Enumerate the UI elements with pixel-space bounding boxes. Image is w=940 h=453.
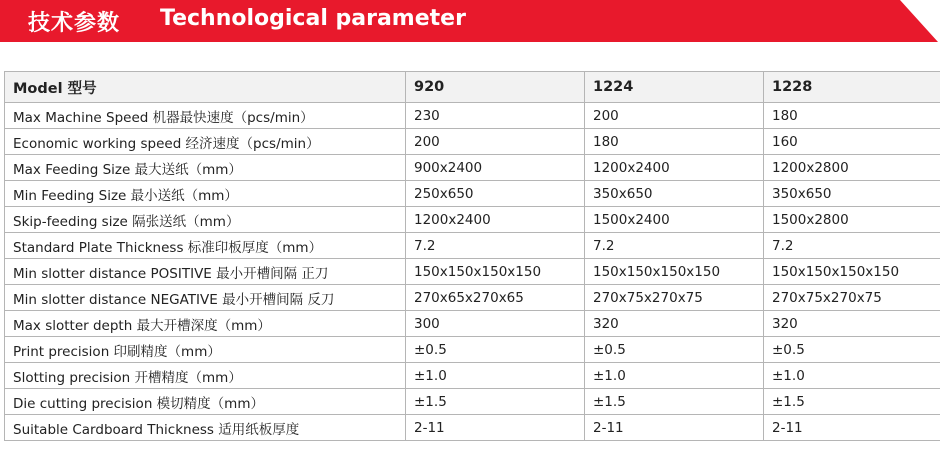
- table-row: [5, 337, 940, 363]
- parameter-name-cell: Min Feeding Size 最小送纸（mm）: [5, 181, 406, 207]
- parameter-value-cell: 2-11: [585, 415, 764, 441]
- table-header-row: [5, 72, 940, 103]
- parameter-value-cell: 320: [585, 311, 764, 337]
- parameter-value-cell: 2-11: [764, 415, 940, 441]
- parameter-value-cell: 270x75x270x75: [585, 285, 764, 311]
- parameter-value-cell: 250x650: [406, 181, 585, 207]
- parameter-value-cell: 230: [406, 103, 585, 129]
- parameter-value-cell: ±1.5: [406, 389, 585, 415]
- parameter-value-cell: 2-11: [406, 415, 585, 441]
- parameter-value-cell: 270x65x270x65: [406, 285, 585, 311]
- table-row: [5, 311, 940, 337]
- parameter-value-cell: ±1.0: [406, 363, 585, 389]
- table-row: [5, 363, 940, 389]
- parameter-value-cell: 1500x2400: [585, 207, 764, 233]
- parameter-value-cell: 150x150x150x150: [406, 259, 585, 285]
- parameter-name-cell: Economic working speed 经济速度（pcs/min）: [5, 129, 406, 155]
- table-row: [5, 259, 940, 285]
- parameter-value-cell: 300: [406, 311, 585, 337]
- parameter-value-cell: ±0.5: [585, 337, 764, 363]
- parameter-value-cell: 7.2: [764, 233, 940, 259]
- parameter-value-cell: 1200x2800: [764, 155, 940, 181]
- parameter-value-cell: 350x650: [764, 181, 940, 207]
- parameter-name-cell: Max Machine Speed 机器最快速度（pcs/min）: [5, 103, 406, 129]
- parameter-name-cell: Standard Plate Thickness 标准印板厚度（mm）: [5, 233, 406, 259]
- table-row: [5, 129, 940, 155]
- header-cell-1228: 1228: [764, 72, 940, 103]
- parameter-name-cell: Min slotter distance NEGATIVE 最小开槽间隔 反刀: [5, 285, 406, 311]
- parameter-value-cell: ±1.0: [585, 363, 764, 389]
- parameter-name-cell: Slotting precision 开槽精度（mm）: [5, 363, 406, 389]
- banner-title-en: Technological parameter: [160, 6, 466, 31]
- parameter-name-cell: Suitable Cardboard Thickness 适用纸板厚度: [5, 415, 406, 441]
- header-cell-920: 920: [406, 72, 585, 103]
- parameter-value-cell: 350x650: [585, 181, 764, 207]
- parameter-value-cell: 7.2: [585, 233, 764, 259]
- parameter-value-cell: 180: [764, 103, 940, 129]
- parameter-name-cell: Min slotter distance POSITIVE 最小开槽间隔 正刀: [5, 259, 406, 285]
- parameter-value-cell: 1200x2400: [406, 207, 585, 233]
- parameter-value-cell: 320: [764, 311, 940, 337]
- parameter-name-cell: Die cutting precision 模切精度（mm）: [5, 389, 406, 415]
- table-row: [5, 103, 940, 129]
- table-row: [5, 181, 940, 207]
- table-row: [5, 389, 940, 415]
- header-banner: [0, 0, 940, 42]
- table-row: [5, 207, 940, 233]
- parameter-value-cell: 270x75x270x75: [764, 285, 940, 311]
- banner-background: [0, 0, 940, 42]
- parameter-value-cell: 180: [585, 129, 764, 155]
- parameter-value-cell: 150x150x150x150: [764, 259, 940, 285]
- parameter-value-cell: 900x2400: [406, 155, 585, 181]
- table-row: [5, 285, 940, 311]
- parameter-value-cell: 160: [764, 129, 940, 155]
- parameter-name-cell: Skip-feeding size 隔张送纸（mm）: [5, 207, 406, 233]
- parameter-value-cell: 150x150x150x150: [585, 259, 764, 285]
- parameter-value-cell: ±0.5: [764, 337, 940, 363]
- parameter-value-cell: ±1.5: [585, 389, 764, 415]
- parameter-name-cell: Print precision 印刷精度（mm）: [5, 337, 406, 363]
- header-cell-model: Model 型号: [5, 72, 406, 103]
- parameter-value-cell: 1200x2400: [585, 155, 764, 181]
- table-row: [5, 233, 940, 259]
- table-row: [5, 155, 940, 181]
- parameter-value-cell: 1500x2800: [764, 207, 940, 233]
- parameter-value-cell: ±1.5: [764, 389, 940, 415]
- parameter-value-cell: 200: [406, 129, 585, 155]
- table-row: [5, 415, 940, 441]
- header-cell-1224: 1224: [585, 72, 764, 103]
- parameter-value-cell: ±0.5: [406, 337, 585, 363]
- parameter-value-cell: 7.2: [406, 233, 585, 259]
- parameter-value-cell: 200: [585, 103, 764, 129]
- banner-title-cn: 技术参数: [28, 11, 121, 36]
- parameter-name-cell: Max Feeding Size 最大送纸（mm）: [5, 155, 406, 181]
- parameter-value-cell: ±1.0: [764, 363, 940, 389]
- parameter-table: [4, 71, 940, 441]
- parameter-name-cell: Max slotter depth 最大开槽深度（mm）: [5, 311, 406, 337]
